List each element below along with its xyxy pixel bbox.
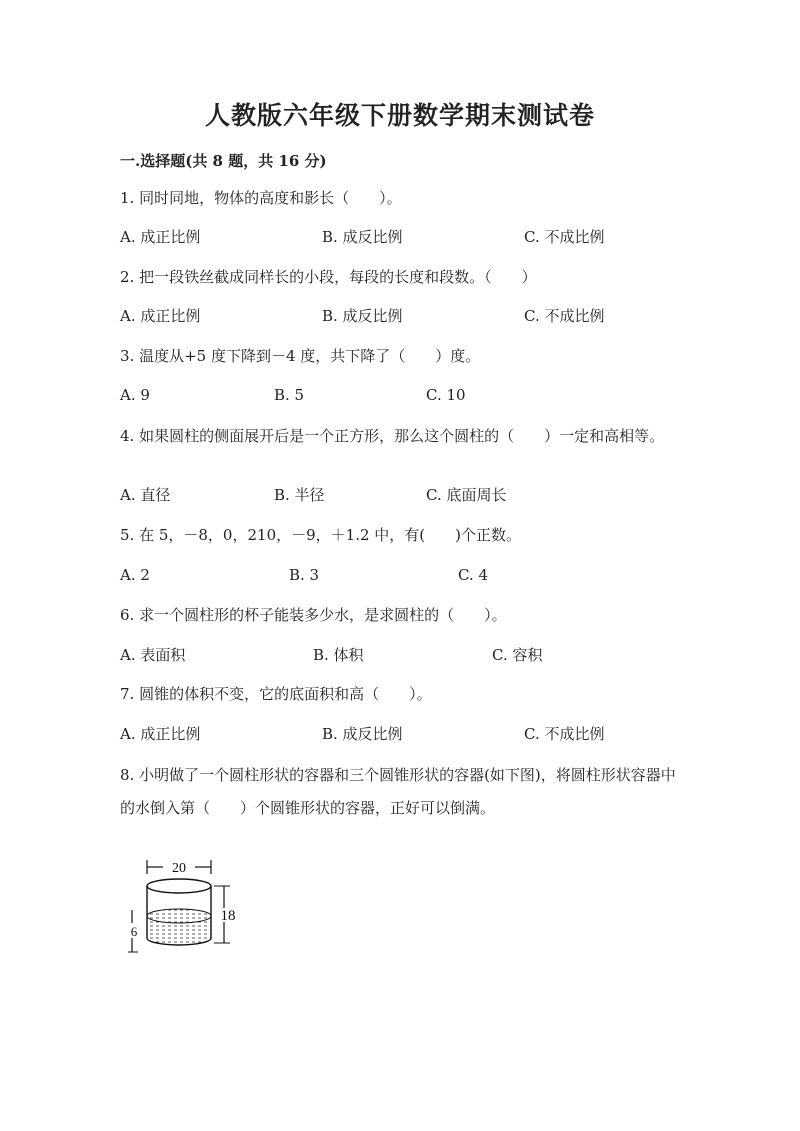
option-a[interactable]: A. 成正比例 <box>120 725 201 743</box>
option-b[interactable]: B. 体积 <box>313 646 364 664</box>
option-a[interactable]: A. 2 <box>120 566 150 584</box>
question-4: 4. 如果圆柱的侧面展开后是一个正方形，那么这个圆柱的（ ）一定和高相等。 <box>120 427 665 445</box>
options-3 <box>120 384 720 406</box>
options-4 <box>120 484 720 506</box>
options-2 <box>120 305 720 327</box>
options-6 <box>120 644 720 666</box>
question-2: 2. 把一段铁丝截成同样长的小段，每段的长度和段数。（ ） <box>120 268 537 286</box>
option-b[interactable]: B. 半径 <box>274 486 325 504</box>
option-a[interactable]: A. 成正比例 <box>120 228 201 246</box>
option-c[interactable]: C. 不成比例 <box>524 228 605 246</box>
diameter-label: 20 <box>172 861 186 876</box>
option-b[interactable]: B. 3 <box>289 566 320 584</box>
options-1 <box>120 226 720 248</box>
cylinder-figure <box>126 856 238 956</box>
option-c[interactable]: C. 底面周长 <box>426 486 507 504</box>
question-3: 3. 温度从+5 度下降到－4 度，共下降了（ ）度。 <box>120 347 481 365</box>
option-b[interactable]: B. 成反比例 <box>322 228 403 246</box>
option-c[interactable]: C. 不成比例 <box>524 725 605 743</box>
option-c[interactable]: C. 不成比例 <box>524 307 605 325</box>
question-1: 1. 同时同地，物体的高度和影长（ ）。 <box>120 189 402 207</box>
height-label: 18 <box>220 908 236 924</box>
option-c[interactable]: C. 4 <box>458 566 489 584</box>
option-b[interactable]: B. 5 <box>274 386 305 404</box>
option-a[interactable]: A. 成正比例 <box>120 307 201 325</box>
option-c[interactable]: C. 10 <box>426 386 466 404</box>
option-b[interactable]: B. 成反比例 <box>322 307 403 325</box>
options-5 <box>120 564 720 586</box>
option-c[interactable]: C. 容积 <box>492 646 543 664</box>
cylinder-top <box>147 879 211 893</box>
section-heading: 一.选择题(共 8 题，共 16 分) <box>120 152 327 170</box>
water-level-label: 6 <box>130 924 138 939</box>
options-7 <box>120 723 720 745</box>
page-title: 人教版六年级下册数学期末测试卷 <box>204 101 595 130</box>
question-7: 7. 圆锥的体积不变，它的底面积和高（ ）。 <box>120 685 432 703</box>
question-8: 8. 小明做了一个圆柱形状的容器和三个圆锥形状的容器(如下图)，将圆柱形状容器中的水倒入第（ ）个圆锥形状的容器，正好可以倒满。 <box>120 766 676 817</box>
option-a[interactable]: A. 表面积 <box>120 646 186 664</box>
option-a[interactable]: A. 直径 <box>120 486 171 504</box>
question-6: 6. 求一个圆柱形的杯子能装多少水，是求圆柱的（ ）。 <box>120 606 507 624</box>
option-a[interactable]: A. 9 <box>120 386 150 404</box>
question-5: 5. 在 5，－8，0，210，－9，＋1.2 中，有( )个正数。 <box>120 526 521 544</box>
option-b[interactable]: B. 成反比例 <box>322 725 403 743</box>
